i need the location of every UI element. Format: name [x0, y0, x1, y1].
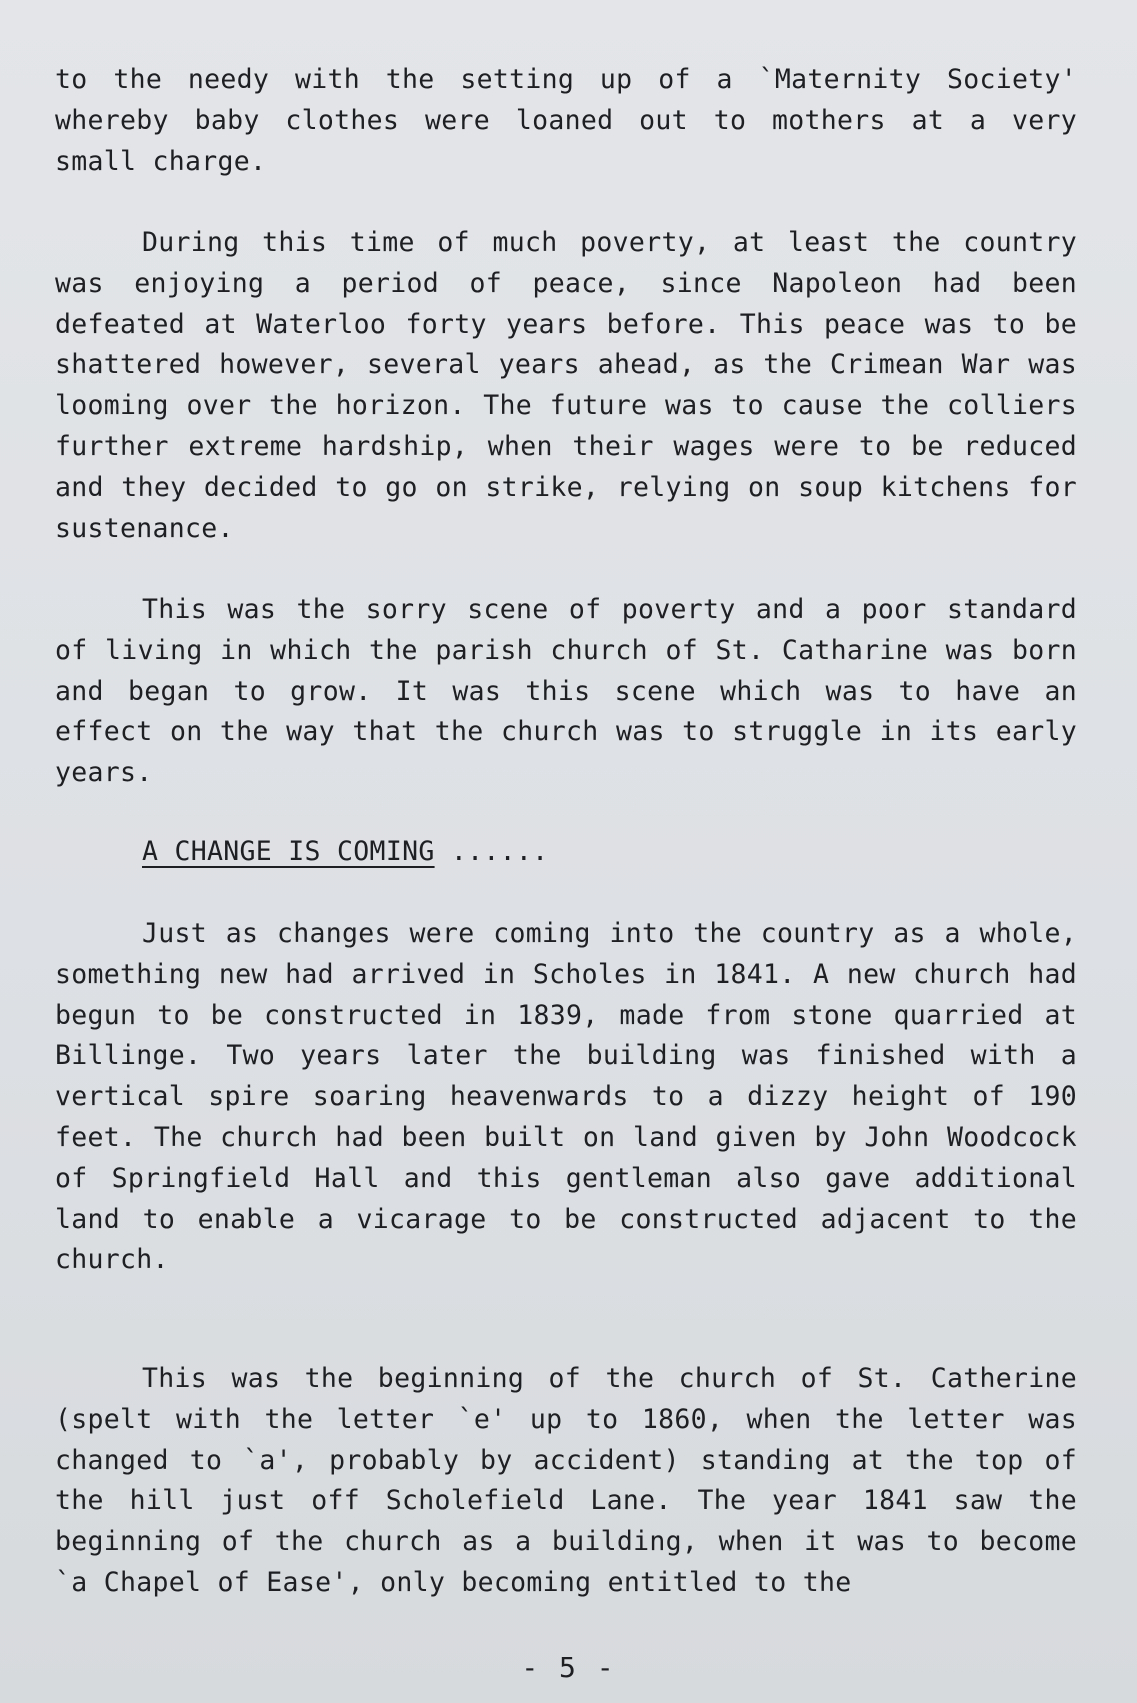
section-heading [142, 832, 548, 872]
paragraph-maternity-society: to the needy with the setting up of a `Maternity Society' whereby baby clothes were loaned out to mothers at a very small charge. [55, 64, 1077, 177]
paragraph-period-of-peace: During this time of much poverty, at least the country was enjoying a period of peace, since Napoleon had been defeated at Waterloo forty years before. This peace was to be shattered however, several years ahead, as the Crimean War was looming over the horizon. The future was to cause the colliers further extreme hardship, when their wages were to be reduced and they decided to go on strike, relying on soup kitchens for sustenance. [55, 227, 1077, 544]
section-heading-title: A CHANGE IS COMING [142, 836, 435, 867]
paragraph-new-church: Just as changes were coming into the country as a whole, something new had arrived in Scholes in 1841. A new church had begun to be constructed in 1839, made from stone quarried at Billinge. Two years later the building was finished with a vertical spire soaring heavenwards to a dizzy height of 190 feet. The church had been built on land given by John Woodcock of Springfield Hall and this gentleman also gave additional land to enable a vicarage to be constructed adjacent to the church. [55, 918, 1077, 1276]
page-number: - 5 - [521, 1651, 616, 1684]
section-heading-ellipsis: ...... [434, 836, 549, 867]
paragraph-sorry-scene: This was the sorry scene of poverty and a poor standard of living in which the parish church of St. Catharine was born and began to grow. It was this scene which was to have an effect on the way that the church was to struggle in its early years. [55, 594, 1077, 789]
paragraph-church-beginning: This was the beginning of the church of St. Catherine (spelt with the letter `e' up to 1860, when the letter was changed to `a', probably by accident) standing at the top of the hill just off Scholefield Lane. The year 1841 saw the beginning of the church as a building, when it was to become `a Chapel of Ease', only becoming entitled to the [55, 1363, 1077, 1598]
